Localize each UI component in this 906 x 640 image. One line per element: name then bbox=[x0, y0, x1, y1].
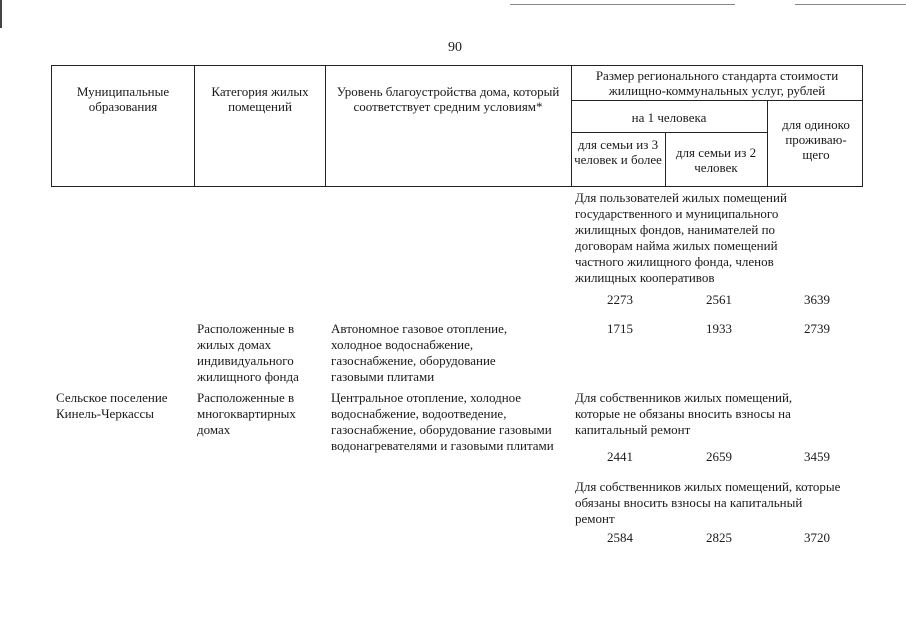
scan-artifact-line bbox=[510, 4, 735, 5]
column-divider bbox=[325, 66, 326, 186]
value-owners-no-single: 3459 bbox=[804, 449, 830, 464]
header-size-title: Размер регионального стандарта стоимости жилищно-коммунальных услуг, рублей bbox=[595, 68, 839, 98]
scan-artifact-line bbox=[795, 4, 906, 5]
value-users-family3: 2273 bbox=[607, 292, 633, 307]
header-family2: для семьи из 2 человек bbox=[675, 145, 757, 175]
header-category: Категория жилых помещений bbox=[211, 84, 309, 114]
category-apartment: Расположенные в многоквартирных домах bbox=[197, 390, 296, 437]
municipality-name: Сельское поселение Кинель-Черкассы bbox=[56, 390, 168, 421]
header-municipal: Муниципальные образования bbox=[76, 84, 170, 114]
header-per-person: на 1 человека bbox=[631, 110, 707, 125]
value-individual-family3: 1715 bbox=[607, 321, 633, 336]
value-individual-family2: 1933 bbox=[706, 321, 732, 336]
value-owners-yes-family3: 2584 bbox=[607, 530, 633, 545]
header-level: Уровень благоустройства дома, который соответствует средним условиям* bbox=[336, 84, 560, 114]
value-individual-single: 2739 bbox=[804, 321, 830, 336]
column-divider bbox=[571, 66, 572, 186]
level-apartment: Центральное отопление, холодное водоснабжение, водоотведение, газоснабжение, оборудование газовыми водонагревателями и газовыми плитами bbox=[331, 390, 554, 453]
column-divider bbox=[665, 132, 666, 186]
row-divider bbox=[571, 100, 862, 101]
group-users-label: Для пользователей жилых помещений государственного и муниципального жилищных фондов, нанимателей по договорам найма жилых помещений частного жилищного фонда, членов жилищных кооперативов bbox=[575, 190, 787, 285]
group-owners-yes-label: Для собственников жилых помещений, которые обязаны вносить взносы на капитальный ремонт bbox=[575, 479, 841, 526]
header-single: для одиноко проживаю-щего bbox=[782, 117, 850, 162]
level-individual: Автономное газовое отопление, холодное водоснабжение, газоснабжение, оборудование газовыми плитами bbox=[331, 321, 508, 384]
column-divider bbox=[194, 66, 195, 186]
value-owners-yes-family2: 2825 bbox=[706, 530, 732, 545]
value-owners-no-family3: 2441 bbox=[607, 449, 633, 464]
header-family3: для семьи из 3 человек и более bbox=[574, 137, 662, 167]
value-owners-yes-single: 3720 bbox=[804, 530, 830, 545]
scan-artifact-bar bbox=[0, 0, 2, 28]
page-number: 90 bbox=[448, 40, 462, 55]
value-users-family2: 2561 bbox=[706, 292, 732, 307]
row-divider bbox=[571, 132, 767, 133]
group-owners-no-label: Для собственников жилых помещений, которые не обязаны вносить взносы на капитальный ремонт bbox=[575, 390, 793, 437]
value-users-single: 3639 bbox=[804, 292, 830, 307]
value-owners-no-family2: 2659 bbox=[706, 449, 732, 464]
category-individual: Расположенные в жилых домах индивидуального жилищного фонда bbox=[197, 321, 299, 384]
table-header bbox=[51, 65, 863, 187]
column-divider bbox=[767, 100, 768, 186]
